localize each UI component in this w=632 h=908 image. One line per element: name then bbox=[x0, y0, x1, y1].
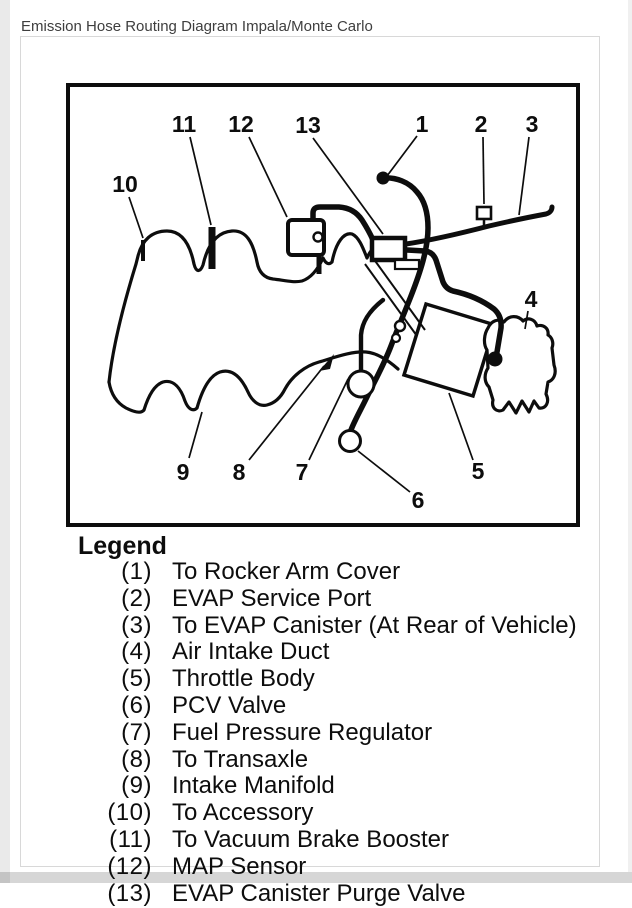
legend-item bbox=[74, 853, 594, 880]
callout-number-8: 8 bbox=[232, 459, 246, 485]
purge-valve-bracket bbox=[395, 260, 419, 269]
document-card bbox=[20, 36, 600, 907]
legend-item-number: (5) bbox=[121, 665, 152, 693]
callout-number-4: 4 bbox=[524, 286, 538, 312]
callout-number-12: 12 bbox=[228, 111, 254, 137]
leader-line-9 bbox=[189, 412, 202, 458]
legend-item-number: (9) bbox=[121, 772, 152, 800]
hose-routing-diagram bbox=[66, 83, 580, 527]
leader-line-8 bbox=[249, 366, 324, 460]
callout-number-7: 7 bbox=[295, 459, 309, 485]
legend-item bbox=[74, 772, 594, 799]
page-title: Emission Hose Routing Diagram Impala/Monte Carlo bbox=[21, 18, 373, 35]
scrollbar-corner bbox=[0, 872, 10, 883]
callout-number-13: 13 bbox=[295, 112, 321, 138]
legend-item bbox=[74, 746, 594, 773]
hose-coupler-lower bbox=[392, 334, 400, 342]
legend-list bbox=[74, 558, 594, 906]
legend-heading: Legend bbox=[78, 532, 167, 560]
leader-line-5 bbox=[449, 393, 473, 460]
legend-item-label: EVAP Canister Purge Valve bbox=[172, 879, 466, 907]
evap-service-port bbox=[477, 207, 491, 219]
callout-number-11: 11 bbox=[171, 111, 197, 137]
legend-item-label: EVAP Service Port bbox=[172, 584, 372, 612]
legend-item bbox=[74, 638, 594, 665]
legend-item-number: (12) bbox=[107, 852, 152, 880]
legend-item-label: To Accessory bbox=[172, 799, 314, 827]
callout-number-5: 5 bbox=[471, 458, 485, 484]
duct-hose-end-dot bbox=[488, 352, 503, 367]
legend-item bbox=[74, 880, 594, 907]
legend-item-label: Intake Manifold bbox=[172, 772, 335, 800]
hose-coupler-upper bbox=[395, 321, 405, 331]
legend-item-number: (3) bbox=[121, 611, 152, 639]
callout-number-2: 2 bbox=[474, 111, 488, 137]
fuel-pressure-regulator bbox=[348, 371, 374, 397]
legend-item bbox=[74, 719, 594, 746]
pcv-valve bbox=[340, 431, 361, 452]
legend-item-label: Air Intake Duct bbox=[172, 638, 330, 666]
legend-item-number: (1) bbox=[121, 558, 152, 585]
callout-number-1: 1 bbox=[415, 111, 429, 137]
legend-item bbox=[74, 612, 594, 639]
legend-item-label: To Vacuum Brake Booster bbox=[172, 825, 450, 853]
throttle-body bbox=[404, 304, 495, 396]
callout-number-3: 3 bbox=[525, 111, 539, 137]
legend-item-label: To Rocker Arm Cover bbox=[172, 558, 401, 585]
leader-line-11 bbox=[190, 137, 211, 225]
legend-item bbox=[74, 692, 594, 719]
right-chrome-strip bbox=[628, 0, 632, 872]
leader-line-3 bbox=[519, 137, 529, 215]
legend-item bbox=[74, 665, 594, 692]
legend-item-number: (6) bbox=[121, 691, 152, 719]
legend-item-label: PCV Valve bbox=[172, 691, 287, 719]
leader-line-2 bbox=[483, 137, 484, 204]
legend-item-number: (13) bbox=[107, 879, 152, 907]
legend-item-number: (2) bbox=[121, 584, 152, 612]
leader-line-6 bbox=[358, 451, 410, 492]
legend-item-label: MAP Sensor bbox=[172, 852, 307, 880]
legend-item-number: (11) bbox=[109, 825, 152, 853]
map-sensor-port bbox=[314, 233, 323, 242]
callout-layer bbox=[112, 111, 538, 513]
legend-item-number: (7) bbox=[121, 718, 152, 746]
legend-item-label: Throttle Body bbox=[172, 665, 315, 693]
legend-item-number: (4) bbox=[121, 638, 152, 666]
regulator-stem bbox=[361, 300, 383, 370]
legend-item bbox=[74, 826, 594, 853]
legend-item-number: (8) bbox=[121, 745, 152, 773]
left-chrome-strip bbox=[0, 0, 10, 872]
callout-number-9: 9 bbox=[176, 459, 190, 485]
callout-number-10: 10 bbox=[112, 171, 138, 197]
callout-number-6: 6 bbox=[411, 487, 425, 513]
legend-item-label: Fuel Pressure Regulator bbox=[172, 718, 433, 746]
intake-manifold-outline-top bbox=[109, 231, 376, 382]
legend-item bbox=[74, 558, 594, 585]
leader-line-1 bbox=[387, 136, 417, 176]
legend-item-label: To Transaxle bbox=[172, 745, 309, 773]
legend-item bbox=[74, 585, 594, 612]
leader-line-10 bbox=[129, 197, 143, 238]
legend-item-number: (10) bbox=[107, 799, 152, 827]
legend-item bbox=[74, 799, 594, 826]
leader-line-12 bbox=[249, 137, 287, 217]
evap-purge-valve-box bbox=[372, 238, 405, 260]
rocker-arm-hose-end-dot bbox=[377, 172, 390, 185]
legend-item-label: To EVAP Canister (At Rear of Vehicle) bbox=[172, 611, 577, 639]
